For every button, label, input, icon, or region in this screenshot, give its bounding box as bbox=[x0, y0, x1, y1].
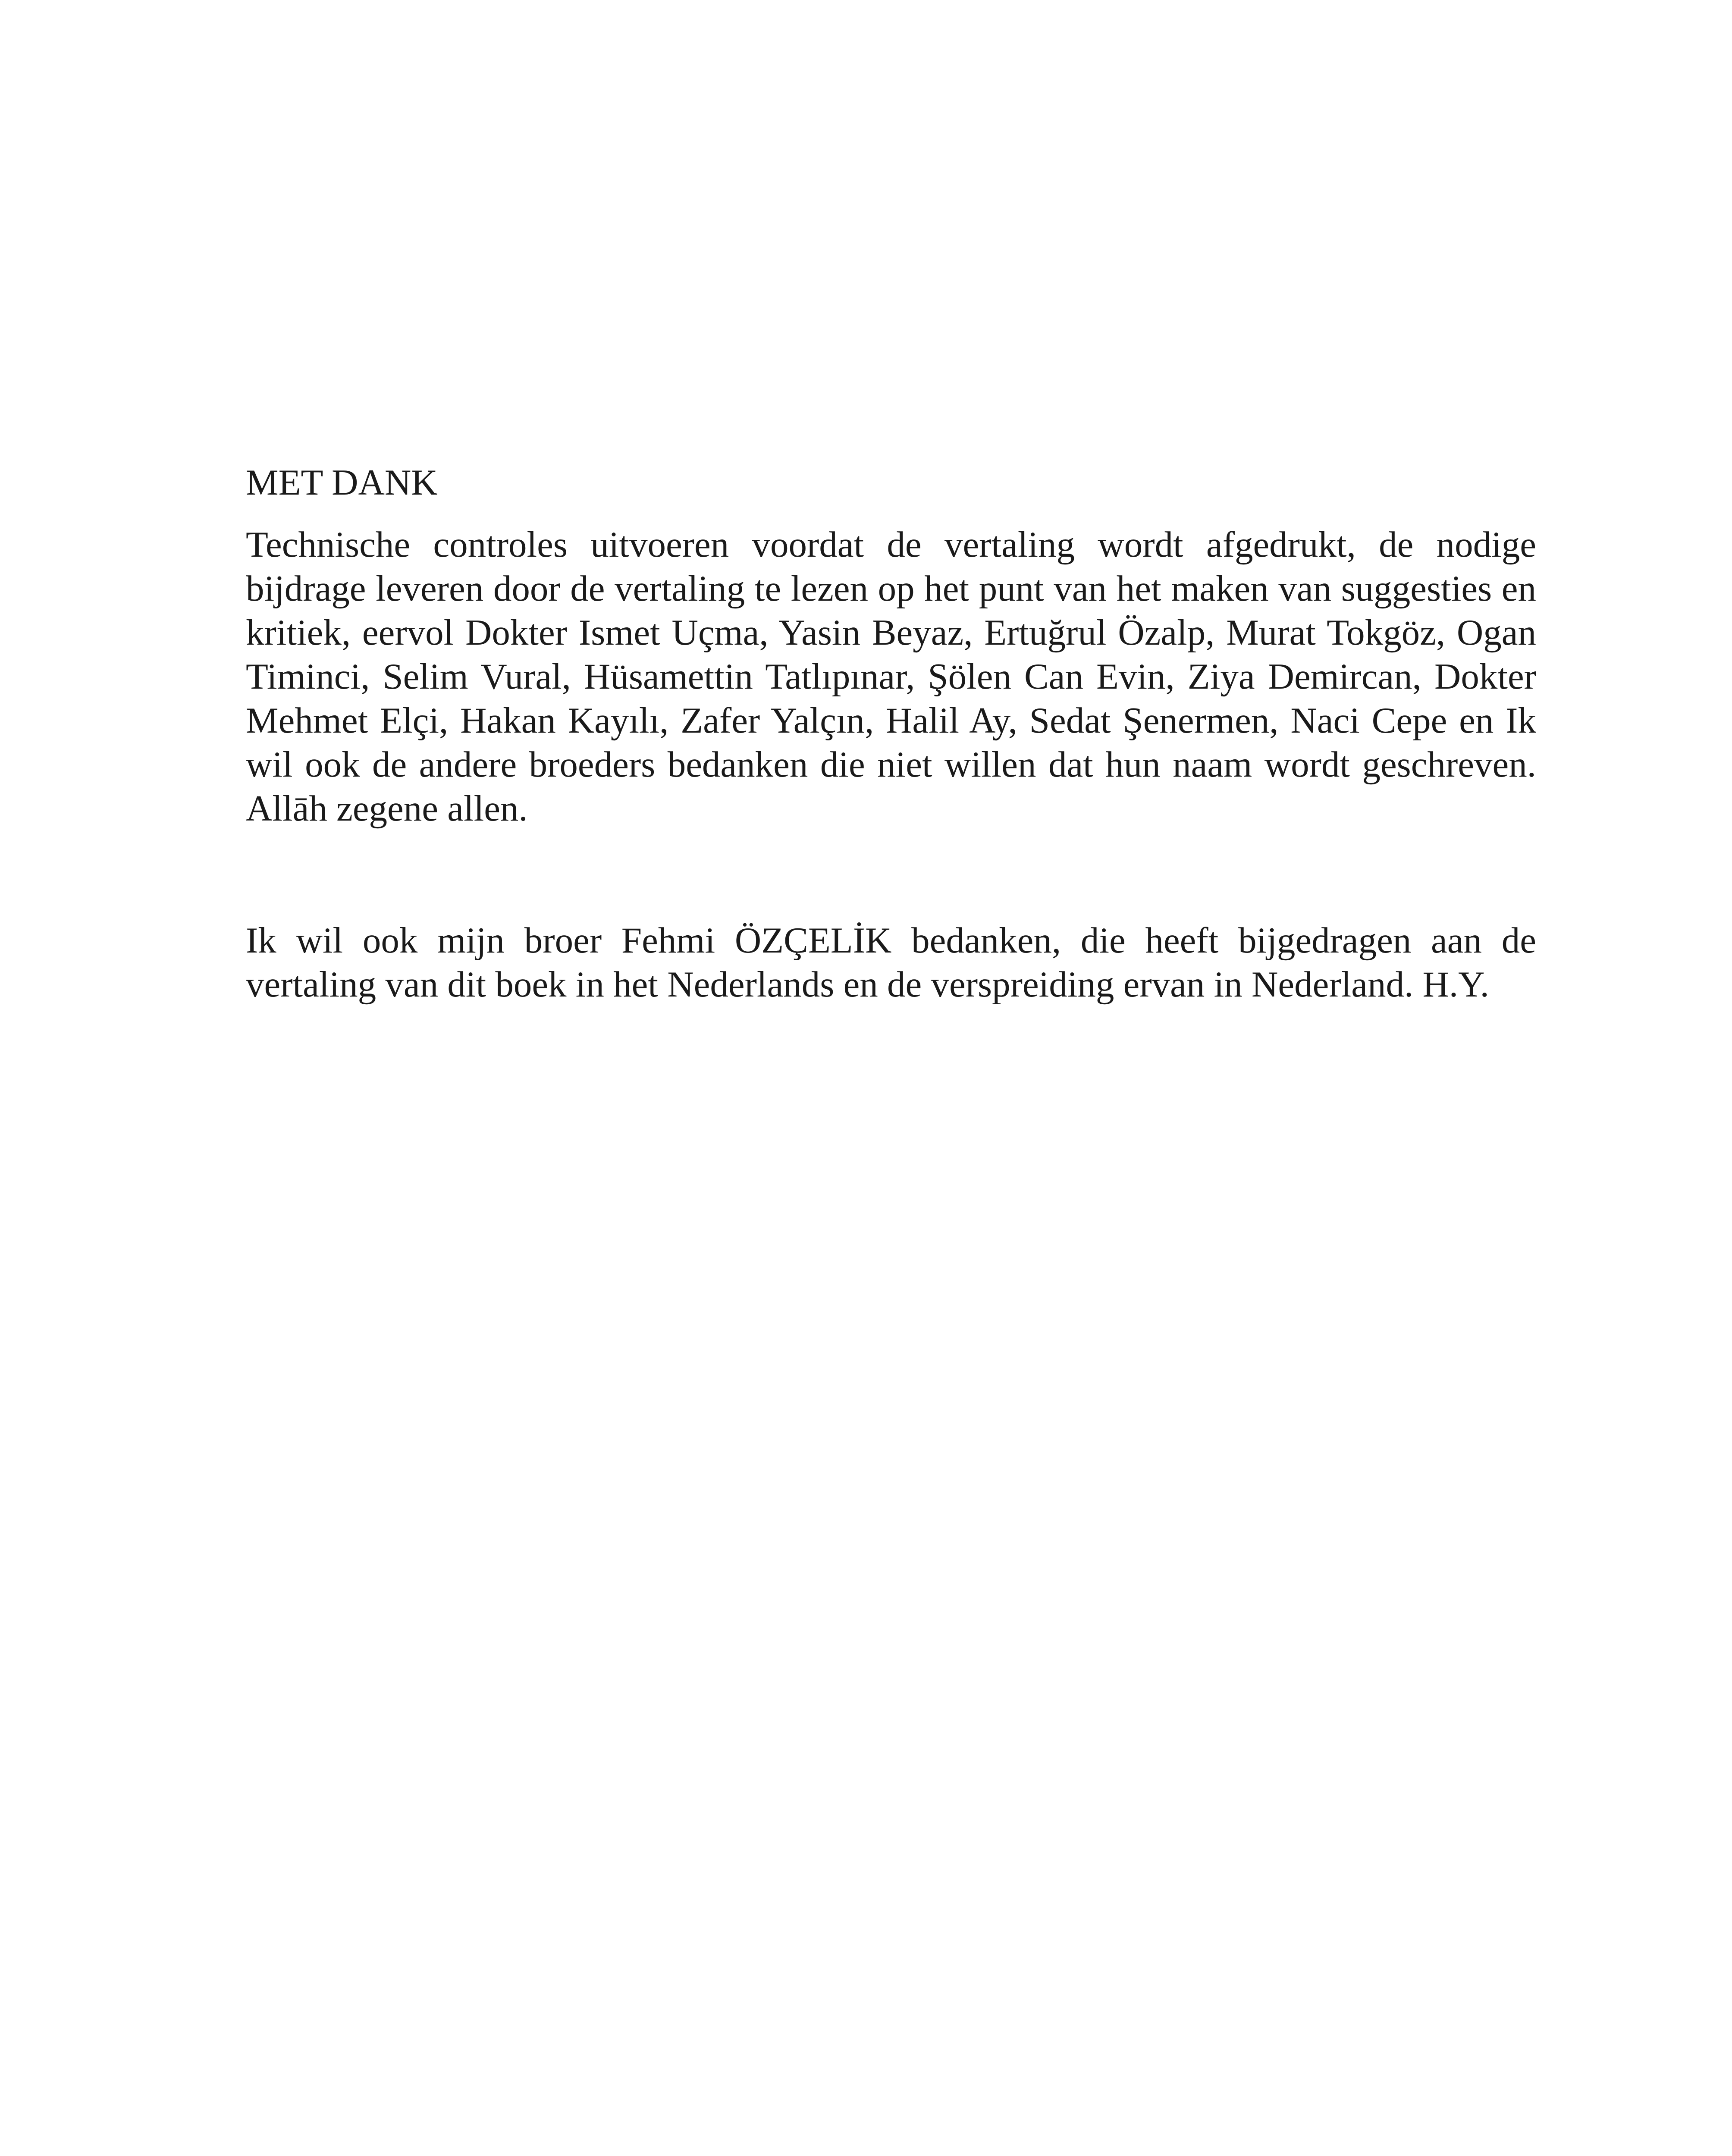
translator-thanks-paragraph: Ik wil ook mijn broer Fehmi ÖZÇELİK bedanken, die heeft bijgedragen aan de vertaling van dit boek in het Nederlands en de verspreiding ervan in Nederland. H.Y. bbox=[246, 920, 1536, 1005]
acknowledgement-paragraph: Technische controles uitvoeren voordat de vertaling wordt afgedrukt, de nodige bijdrage leveren door de vertaling te lezen op het punt van het maken van suggesties en kritiek, eervol Dokter Ismet Uçma, Yasin Beyaz, Ertuğrul Özalp, Murat Tokgöz, Ogan Timinci, Selim Vural, Hüsamettin Tatlıpınar, Şölen Can Evin, Ziya Demircan, Dokter Mehmet Elçi, Hakan Kayılı, Zafer Yalçın, Halil Ay, Sedat Şenermen, Naci Cepe en Ik wil ook de andere broeders bedanken die niet willen dat hun naam wordt geschreven. Allāh zegene allen. bbox=[246, 524, 1536, 829]
page-content bbox=[246, 461, 1536, 1006]
page-heading: MET DANK bbox=[246, 462, 438, 503]
